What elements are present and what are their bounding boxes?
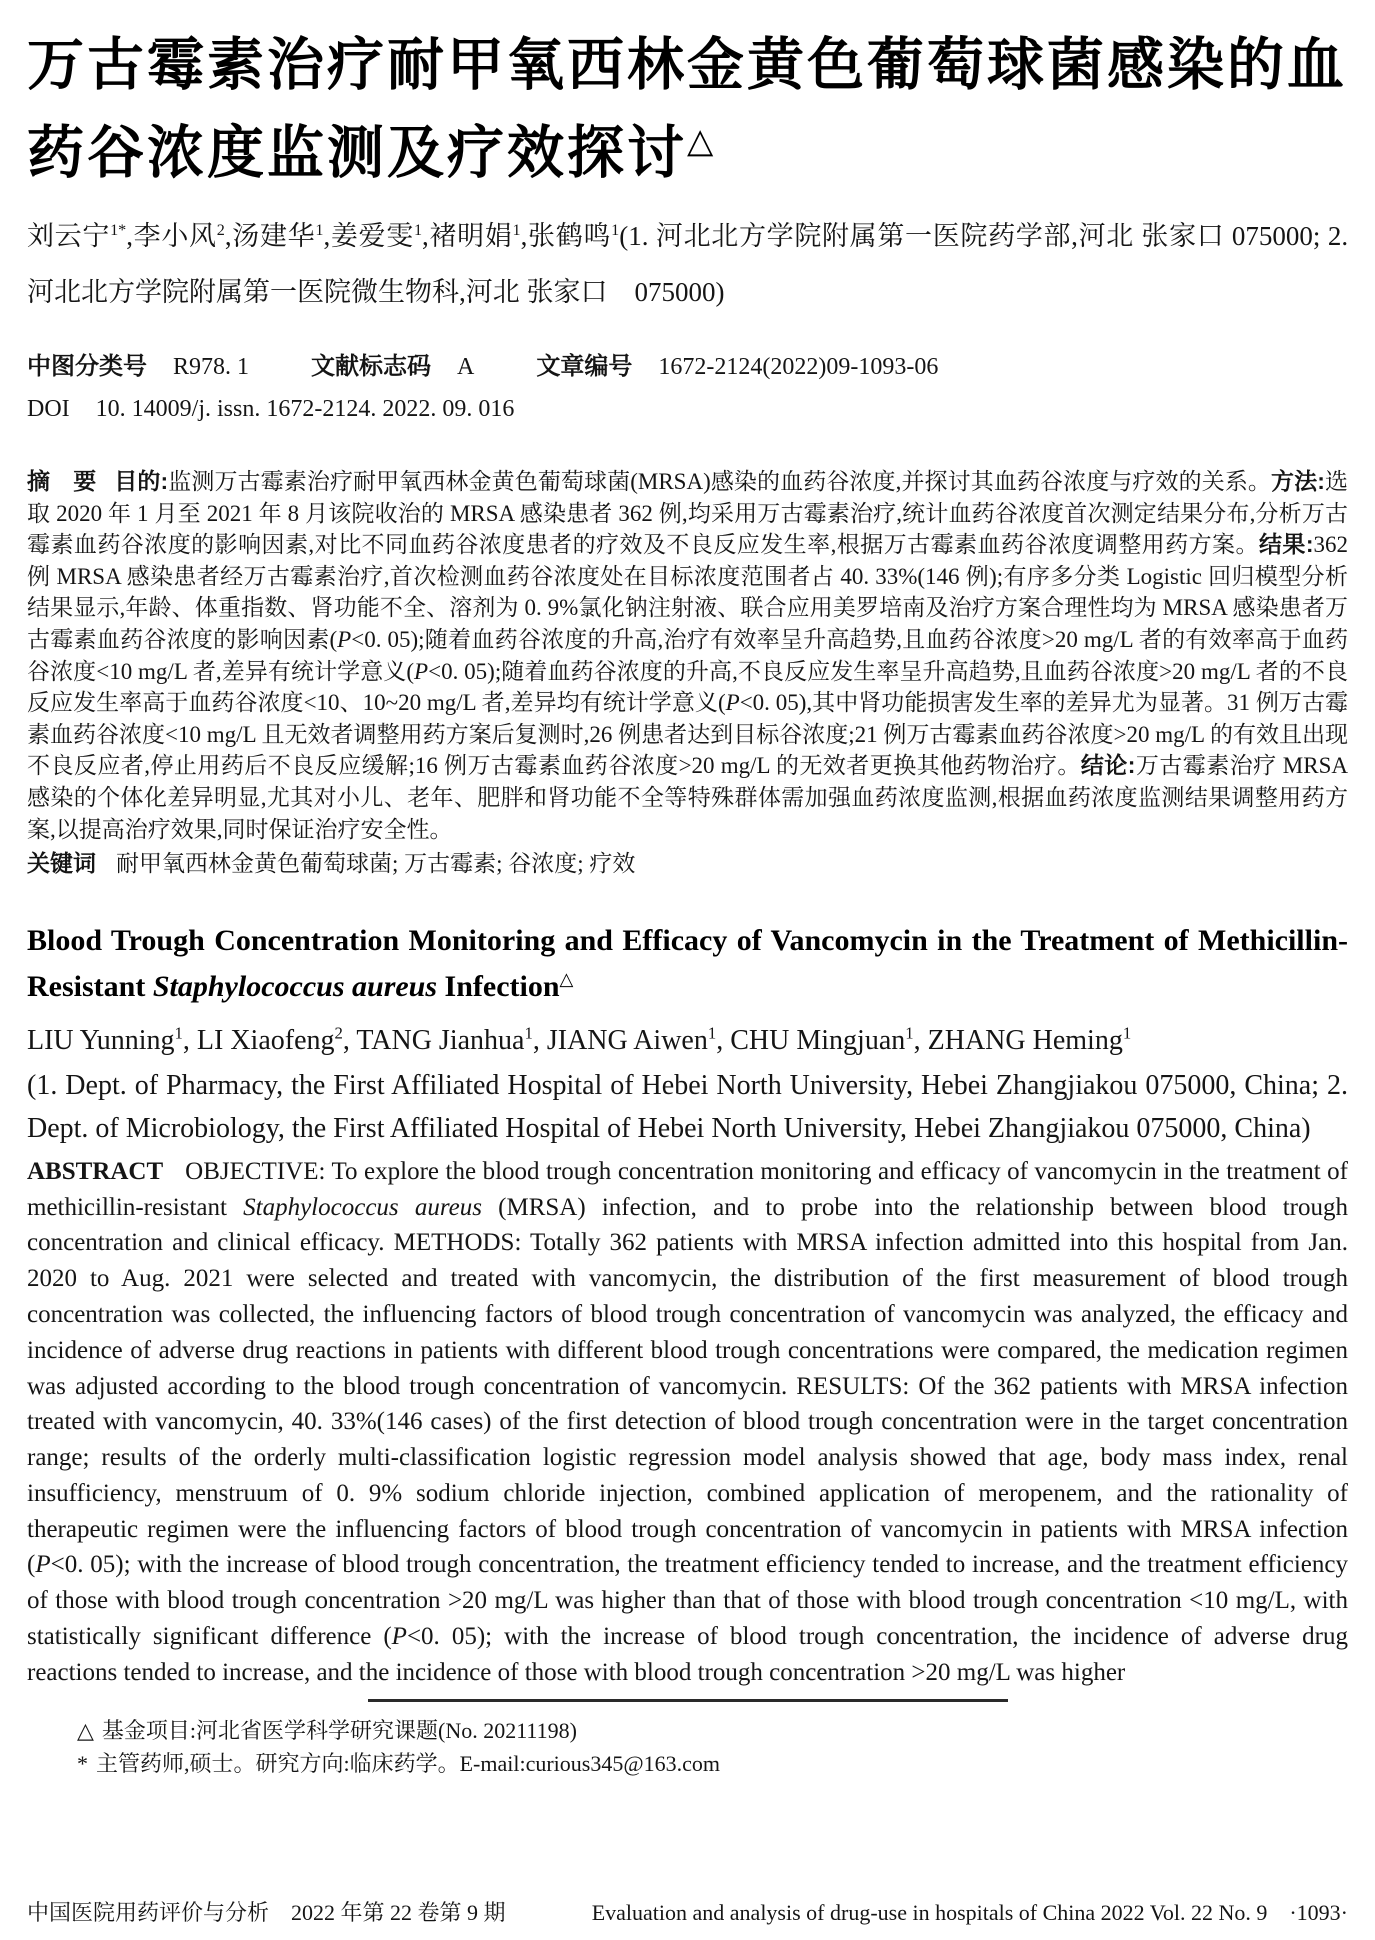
doi-line <box>27 394 1348 424</box>
text-segment: 选取 2020 年 1 月至 2021 年 8 月该院收治的 MRSA 感染患者 362 例,均采用万古霉素治疗,统计血药谷浓度首次测定结果分布,分析万古霉素血药谷浓度的影响因素,对比不同血药谷浓度患者的疗效及不良反应发生率,根据万古霉素血药谷浓度调整用药方案。 <box>27 469 1348 558</box>
text-segment: , <box>323 221 331 251</box>
text-segment: Infection <box>437 969 560 1003</box>
text-segment: 方法: <box>1271 468 1325 494</box>
footnote-fund-marker: △ <box>77 1717 94 1743</box>
affiliation-en: (1. Dept. of Pharmacy, the First Affiliated Hospital of Hebei North University, Hebei Zhangjiakou 075000, China; 2. Dept. of Microbiology, the First Affiliated Hospital of Hebei North University, Hebei Zhangjiakou 075000, China) <box>27 1069 1348 1144</box>
text-segment: 万古霉素治疗耐甲氧西林金黄色葡萄球菌感染的血药谷浓度监测及疗效探讨 <box>27 34 1347 185</box>
text-segment: 汤建华 <box>231 221 316 251</box>
doi-value: 10. 14009/j. issn. 1672-2124. 2022. 09. 016 <box>95 396 515 422</box>
text-segment: (MRSA) infection, and to probe into the relationship between blood trough concentration and clinical efficacy. METHODS: Totally 362 patients with MRSA infection admitted into this hospital from Jan. 2020 to Aug. 2021 were selected and treated with vancomycin, the distribution of the first measurement of blood trough concentration was collected, the influencing factors of blood trough concentration of vancomycin was analyzed, the efficacy and incidence of adverse drug reactions in patients with different blood trough concentrations were compared, the medication regimen was adjusted according to the blood trough concentration of vancomycin. RESULTS: Of the 362 patients with MRSA infection treated with vancomycin, 40. 33%(146 cases) of the first detection of blood trough concentration were in the target concentration range; results of the orderly multi-classification logistic regression model analysis showed that age, body mass index, renal insufficiency, menstruum of 0. 9% sodium chloride injection, combined application of meropenem, and the rationality of therapeutic regimen were the influencing factors of blood trough concentration of vancomycin in patients with MRSA infection ( <box>27 1193 1348 1579</box>
abstract-en-body <box>27 1158 1348 1686</box>
abstract-en-label: ABSTRACT <box>27 1157 164 1185</box>
footer-journal-en: Evaluation and analysis of drug-use in hospitals of China 2022 Vol. 22 No. 9 ·1093· <box>591 1900 1348 1925</box>
footnote-fund <box>77 1714 1348 1747</box>
text-segment: OBJECTIVE: To explore the blood trough concentration monitoring and efficacy of vancomycin in the treatment of methicillin-resistant <box>27 1157 1348 1221</box>
meta-row <box>27 352 1348 382</box>
superscript: 1 <box>707 1023 717 1043</box>
abstract-cn-body <box>27 469 1348 842</box>
text-segment: <0. 05),其中肾功能损害发生率的差异尤为显著。31 例万古霉素血药谷浓度<10 mg/L 且无效者调整用药方案后复测时,26 例患者达到目标谷浓度;21 例万古霉素血药谷浓度>20 mg/L 的有效且出现不良反应者,停止用药后不良反应缓解;16 例万古霉素血药谷浓度>20 mg/L 的无效者更换其他药物治疗。 <box>27 690 1348 779</box>
text-segment: P <box>337 626 352 652</box>
text-segment: P <box>391 1623 407 1651</box>
article-no-label: 文章编号 <box>536 353 633 380</box>
superscript: △ <box>687 123 717 160</box>
text-segment: <0. 05);随着血药谷浓度的升高,治疗有效率呈升高趋势,且血药谷浓度>20 mg/L 者的有效率高于血药谷浓度<10 mg/L 者,差异有统计学意义( <box>27 626 1348 684</box>
superscript: 1 <box>1122 1023 1132 1043</box>
text-segment: Staphylococcus aureus <box>152 969 438 1003</box>
text-segment: , <box>422 221 429 251</box>
abstract-cn-label: 摘 要 <box>27 468 97 494</box>
superscript: 2 <box>216 221 225 239</box>
article-title-cn <box>27 22 1348 198</box>
text-segment: , TANG Jianhua <box>342 1024 525 1056</box>
footer-journal-cn: 中国医院用药评价与分析 2022 年第 22 卷第 9 期 <box>27 1900 506 1925</box>
article-title-en <box>27 918 1348 1010</box>
keywords-cn <box>27 848 1348 880</box>
text-segment: <0. 05);随着血药谷浓度的升高,不良反应发生率呈升高趋势,且血药谷浓度>20 mg/L 者的不良反应发生率高于血药谷浓度<10、10~20 mg/L 者,差异均有统计学意义( <box>27 658 1349 716</box>
text-segment: , <box>520 221 528 251</box>
text-segment: , <box>224 221 232 251</box>
text-segment: P <box>414 658 429 684</box>
keywords-text: 耐甲氧西林金黄色葡萄球菌; 万古霉素; 谷浓度; 疗效 <box>116 851 636 877</box>
superscript: 1 <box>512 221 521 239</box>
authors-affiliation-cn <box>27 208 1348 320</box>
footnote-divider <box>368 1699 1008 1702</box>
doi-label: DOI <box>27 396 70 422</box>
superscript: △ <box>559 968 574 989</box>
text-segment: P <box>35 1551 51 1579</box>
text-segment: <0. 05); with the increase of blood trough concentration, the incidence of adverse drug reactions tended to increase, and the incidence of those with blood trough concentration >20 mg/L was higher <box>27 1623 1348 1686</box>
text-segment: Blood Trough Concentration Monitoring and Efficacy of Vancomycin in the Treatment of Methicillin-Resistant <box>27 923 1348 1003</box>
doc-code-label: 文献标志码 <box>311 353 432 380</box>
superscript: 1* <box>110 221 127 239</box>
article-no-value: 1672-2124(2022)09-1093-06 <box>658 354 939 380</box>
text-segment: , CHU Mingjuan <box>716 1024 906 1056</box>
abstract-en <box>27 1154 1348 1691</box>
superscript: 1 <box>174 1023 183 1043</box>
footnote-author <box>77 1747 1348 1780</box>
text-segment: 李小风 <box>133 221 217 251</box>
text-segment: 结果: <box>1258 531 1314 558</box>
text-segment: , ZHANG Heming <box>913 1024 1123 1056</box>
superscript: 1 <box>315 221 324 239</box>
clc-value: R978. 1 <box>173 354 250 380</box>
page-footer <box>27 1900 1348 1926</box>
superscript: 2 <box>334 1023 343 1043</box>
superscript: 1 <box>611 221 620 239</box>
text-segment: 万古霉素治疗 MRSA 感染的个体化差异明显,尤其对小儿、老年、肥胖和肾功能不全等特殊群体需加强血药浓度监测,根据血药浓度监测结果调整用药方案,以提高治疗效果,同时保证治疗安全性。 <box>27 753 1348 842</box>
text-segment: P <box>725 690 740 716</box>
text-segment: <0. 05); with the increase of blood trough concentration, the treatment efficiency tended to increase, and the treatment efficiency of those with blood trough concentration >20 mg/L was higher than that of those with blood trough concentration <10 mg/L, with statistically significant difference ( <box>27 1551 1348 1651</box>
superscript: 1 <box>413 221 423 239</box>
text-segment: , LI Xiaofeng <box>182 1024 335 1056</box>
footnote-author-marker: * <box>77 1750 88 1776</box>
text-segment: 监测万古霉素治疗耐甲氧西林金黄色葡萄球菌(MRSA)感染的血药谷浓度,并探讨其血药谷浓度与疗效的关系。 <box>168 469 1272 494</box>
text-segment: 目的: <box>114 468 169 494</box>
text-segment: 姜爱雯 <box>330 221 414 251</box>
text-segment: 刘云宁 <box>27 221 111 251</box>
footnote-fund-text: 基金项目:河北省医学科学研究课题(No. 20211198) <box>101 1717 577 1743</box>
clc-label: 中图分类号 <box>27 353 147 380</box>
text-segment: (1. 河北北方学院附属第一医院药学部,河北 张家口 075000; 2. 河北北方学院附属第一医院微生物科,河北 张家口 075000) <box>27 221 1349 307</box>
abstract-cn <box>27 466 1348 845</box>
authors-en <box>27 1018 1348 1064</box>
text-segment: 褚明娟 <box>428 221 513 251</box>
doc-code-value: A <box>457 354 475 380</box>
text-segment: Staphylococcus aureus <box>243 1193 482 1221</box>
text-segment: 张鹤鸣 <box>527 221 612 251</box>
superscript: 1 <box>905 1023 914 1043</box>
text-segment: , JIANG Aiwen <box>532 1024 708 1056</box>
text-segment: LIU Yunning <box>27 1024 175 1056</box>
text-segment: 结论: <box>1080 752 1136 779</box>
superscript: 1 <box>524 1023 533 1043</box>
footnote-author-text: 主管药师,硕士。研究方向:临床药学。E-mail:curious345@163.com <box>96 1750 720 1776</box>
keywords-label: 关键词 <box>27 850 96 877</box>
text-segment: , <box>126 221 133 251</box>
text-segment: 362 例 MRSA 感染患者经万古霉素治疗,首次检测血药谷浓度处在目标浓度范围者占 40. 33%(146 例);有序多分类 Logistic 回归模型分析结果显示,年龄、体重指数、肾功能不全、溶剂为 0. 9%氯化钠注射液、联合应用美罗培南及治疗方案合理性均为 MRSA 感染患者万古霉素血药谷浓度的影响因素( <box>27 532 1349 652</box>
footnotes <box>27 1714 1348 1780</box>
